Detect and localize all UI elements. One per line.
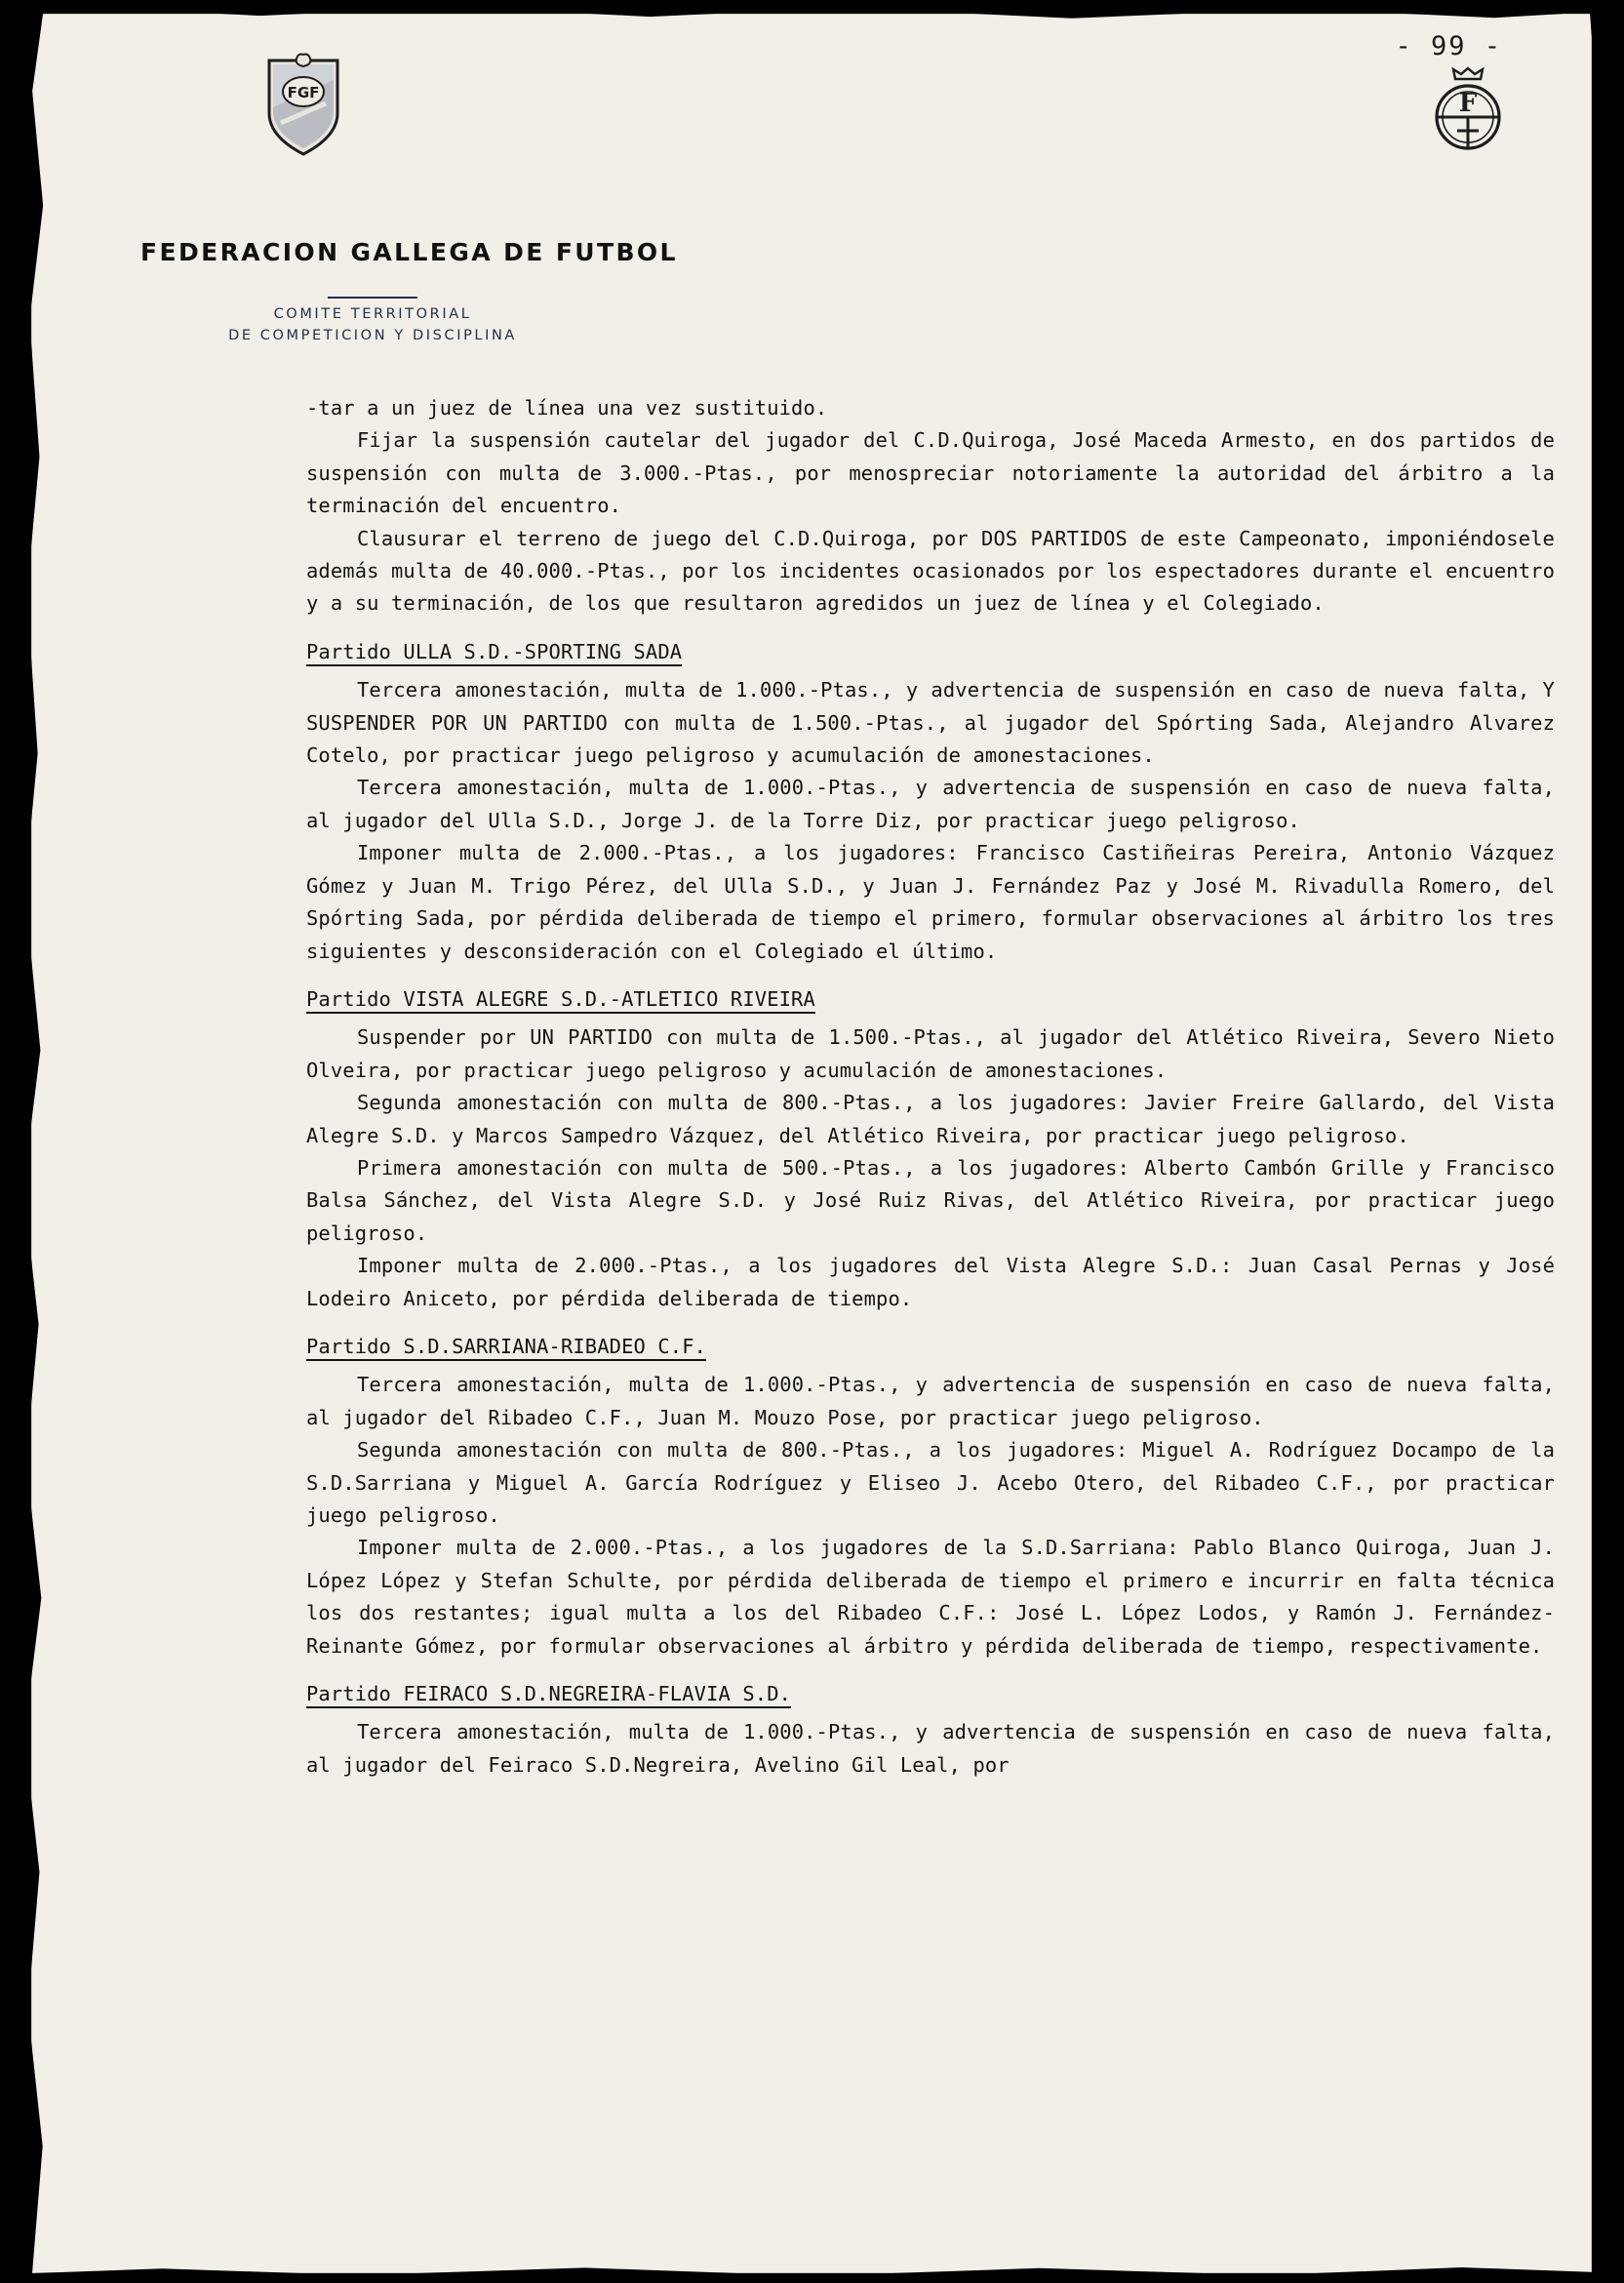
- paragraph: -tar a un juez de línea una vez sustituido.: [306, 396, 828, 420]
- committee-line-1: COMITE TERRITORIAL: [273, 306, 472, 322]
- paragraph: Fijar la suspensión cautelar del jugador del C.D.Quiroga, José Maceda Armesto, en dos partidos de suspensión con multa de 3.000.-Ptas., por menospreciar notoriamente la autoridad del árbitro a la terminación del encuentro.: [306, 428, 1555, 518]
- paragraph: Tercera amonestación, multa de 1.000.-Ptas., y advertencia de suspensión en caso de nueva falta, Y SUSPENDER POR UN PARTIDO con multa de 1.500.-Ptas., al jugador del Spórting Sada, Alejandro Alvarez Cotelo, por practicar juego peligroso y acumulación de amonestaciones.: [306, 678, 1555, 768]
- paragraph: Tercera amonestación, multa de 1.000.-Ptas., y advertencia de suspensión en caso de nueva falta, al jugador del Ribadeo C.F., Juan M. Mouzo Pose, por practicar juego peligroso.: [306, 1373, 1555, 1429]
- royal-seal-icon: [1424, 64, 1512, 154]
- paragraph: Imponer multa de 2.000.-Ptas., a los jugadores de la S.D.Sarriana: Pablo Blanco Quiroga, Juan J. López López y Stefan Schulte, por pérdida deliberada de tiempo el primero e incurrir en falta técnica los dos restantes; igual multa a los del Ribadeo C.F.: José L. López Lodos, y Ramón J. Fernández-Reinante Gómez, por formular observaciones al árbitro y pérdida deliberada de tiempo, respectivamente.: [306, 1536, 1555, 1658]
- shield-crest-icon: [263, 53, 343, 158]
- paper-sheet: [31, 14, 1592, 2273]
- document-body: [306, 392, 1555, 1782]
- section-heading: [306, 983, 1555, 1016]
- section-heading: [306, 1331, 1555, 1363]
- paragraph: Segunda amonestación con multa de 800.-Ptas., a los jugadores: Javier Freire Gallardo, del Vista Alegre S.D. y Marcos Sampedro Vázquez, del Atlético Riveira, por practicar juego peligroso.: [306, 1091, 1555, 1147]
- page-number: - 99 -: [1395, 31, 1502, 61]
- section-heading-text: Partido FEIRACO S.D.NEGREIRA-FLAVIA S.D.: [306, 1682, 791, 1708]
- paragraph: Imponer multa de 2.000.-Ptas., a los jugadores: Francisco Castiñeiras Pereira, Antonio Vázquez Gómez y Juan M. Trigo Pérez, del Ulla S.D., y Juan J. Fernández Paz y José M. Rivadulla Romero, del Spórting Sada, por pérdida deliberada de tiempo el primero, formular observaciones al árbitro los tres siguientes y desconsideración con el Colegiado el último.: [306, 841, 1555, 963]
- section-heading-text: Partido ULLA S.D.-SPORTING SADA: [306, 640, 682, 666]
- section-heading-text: Partido VISTA ALEGRE S.D.-ATLETICO RIVEIRA: [306, 987, 815, 1014]
- paragraph: Tercera amonestación, multa de 1.000.-Ptas., y advertencia de suspensión en caso de nueva falta, al jugador del Feiraco S.D.Negreira, Avelino Gil Leal, por: [306, 1720, 1555, 1777]
- section-heading-text: Partido S.D.SARRIANA-RIBADEO C.F.: [306, 1335, 706, 1361]
- paragraph: Tercera amonestación, multa de 1.000.-Ptas., y advertencia de suspensión en caso de nueva falta, al jugador del Ulla S.D., Jorge J. de la Torre Diz, por practicar juego peligroso.: [306, 776, 1555, 832]
- section-heading: [306, 1678, 1555, 1710]
- committee-line-2: DE COMPETICION Y DISCIPLINA: [228, 328, 517, 344]
- paragraph: Clausurar el terreno de juego del C.D.Quiroga, por DOS PARTIDOS de este Campeonato, imponiéndosele además multa de 40.000.-Ptas., por los incidentes ocasionados por los espectadores durante el encuentro y a su terminación, de los que resultaron agredidos un juez de línea y el Colegiado.: [306, 526, 1555, 616]
- svg-text:FGF: FGF: [287, 84, 320, 101]
- organization-title: FEDERACION GALLEGA DE FUTBOL: [140, 238, 678, 266]
- section-heading: [306, 636, 1555, 668]
- scan-edge-right: [1589, 0, 1624, 2283]
- committee-subtitle: [168, 297, 577, 347]
- svg-text:F: F: [1458, 89, 1478, 118]
- paragraph: Segunda amonestación con multa de 800.-Ptas., a los jugadores: Miguel A. Rodríguez Docampo de la S.D.Sarriana y Miguel A. García Rodríguez y Eliseo J. Acebo Otero, del Ribadeo C.F., por practicar juego peligroso.: [306, 1438, 1555, 1527]
- paragraph: Primera amonestación con multa de 500.-Ptas., a los jugadores: Alberto Cambón Grille y Francisco Balsa Sánchez, del Vista Alegre S.D. y José Ruiz Rivas, del Atlético Riveira, por practicar juego peligroso.: [306, 1155, 1555, 1245]
- paragraph: Suspender por UN PARTIDO con multa de 1.500.-Ptas., al jugador del Atlético Riveira, Severo Nieto Olveira, por practicar juego peligroso y acumulación de amonestaciones.: [306, 1025, 1555, 1082]
- paragraph: Imponer multa de 2.000.-Ptas., a los jugadores del Vista Alegre S.D.: Juan Casal Pernas y José Lodeiro Aniceto, por pérdida deliberada de tiempo.: [306, 1254, 1555, 1310]
- divider-rule: [328, 297, 417, 299]
